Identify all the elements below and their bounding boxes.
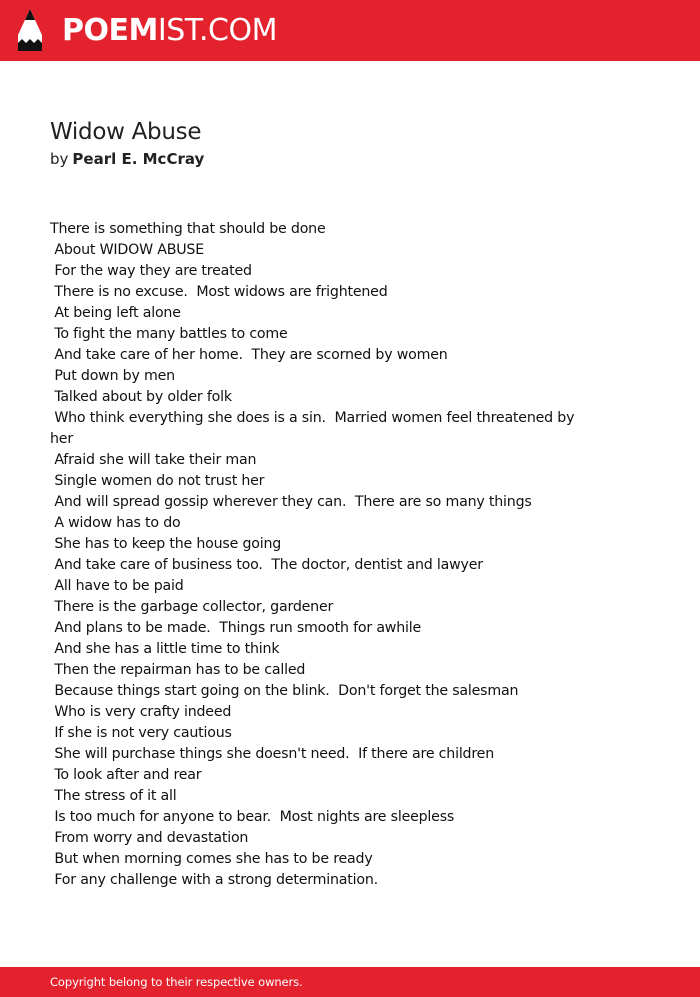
poem-line: And take care of business too. The doctor, dentist and lawyer [50,557,483,573]
poem-line: The stress of it all [50,788,177,804]
poem-line: There is no excuse. Most widows are frightened [50,284,388,300]
copyright-text: Copyright belong to their respective owners. [50,975,303,989]
byline [50,149,204,169]
poem-line: Because things start going on the blink. Don't forget the salesman [50,683,519,699]
poem-line: She will purchase things she doesn't need. If there are children [50,746,495,762]
poem-line: Talked about by older folk [50,389,232,405]
pencil-tip-icon[interactable] [18,9,42,51]
poem-title: Widow Abuse [50,119,202,145]
poem-line: Is too much for anyone to bear. Most nights are sleepless [50,809,455,825]
poem-line: Single women do not trust her [50,473,265,489]
by-label: by [50,150,69,168]
poem-line: And will spread gossip wherever they can. There are so many things [50,494,532,510]
poem-line: From worry and devastation [50,830,249,846]
poem-line: If she is not very cautious [50,725,232,741]
poem-line: And take care of her home. They are scorned by women [50,347,448,363]
poem-line: And plans to be made. Things run smooth for awhile [50,620,422,636]
site-footer [0,967,700,997]
site-header [0,0,700,61]
poem-line: About WIDOW ABUSE [50,242,205,258]
poem-line: At being left alone [50,305,181,321]
poem-body [50,219,580,891]
logo-text-bold: POEM [62,13,158,48]
poem-line: Who is very crafty indeed [50,704,232,720]
poem-line: For any challenge with a strong determination. [50,872,378,888]
poem-line: Afraid she will take their man [50,452,257,468]
poem-line: Put down by men [50,368,175,384]
poem-line: And she has a little time to think [50,641,280,657]
poem-line: There is something that should be done [50,221,326,237]
poem-line: Then the repairman has to be called [50,662,306,678]
site-logo[interactable] [62,12,277,50]
poem-line: There is the garbage collector, gardener [50,599,334,615]
poem-line: For the way they are treated [50,263,252,279]
poem-line: She has to keep the house going [50,536,282,552]
logo-text-light: IST.COM [157,13,277,48]
poem-line: To fight the many battles to come [50,326,288,342]
poem-line: Who think everything she does is a sin. Married women feel threatened by her [50,410,579,447]
author-name: Pearl E. McCray [72,150,205,168]
poem-line: All have to be paid [50,578,184,594]
poem-line: A widow has to do [50,515,181,531]
poem-line: But when morning comes she has to be ready [50,851,373,867]
poem-line: To look after and rear [50,767,202,783]
